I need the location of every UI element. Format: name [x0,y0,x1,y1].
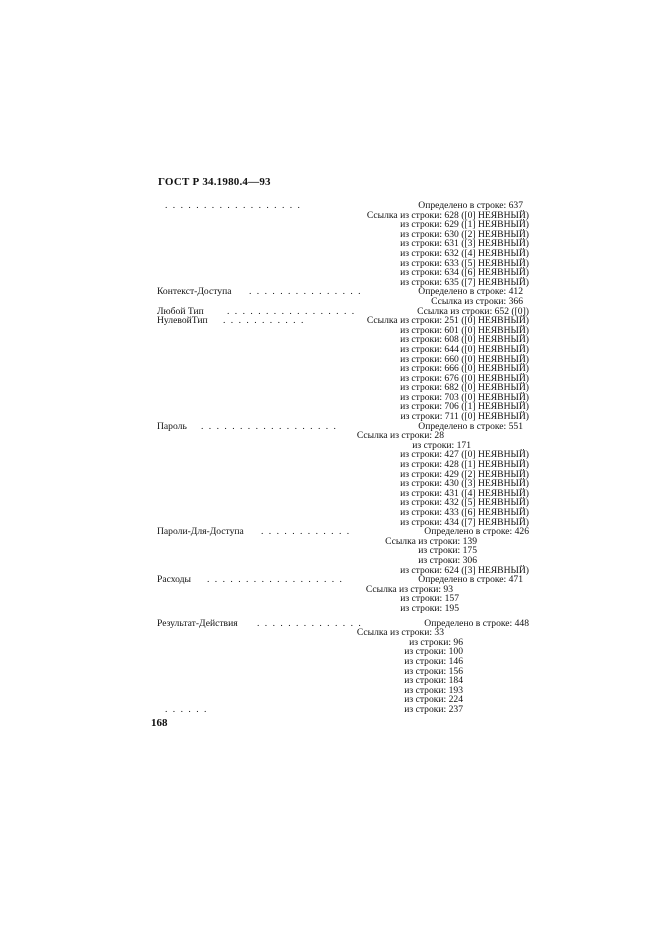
index-entry-password [157,422,529,432]
reference-line: из строки: 175 [418,545,477,557]
index-term: Расходы [157,574,192,586]
reference-line: из строки: 629 ([1] НЕЯВНЫЙ) [400,219,529,231]
index-entry-action-result [157,619,529,629]
reference-line: из строки: 171 [412,439,471,451]
reference-line: из строки: 660 ([0] НЕЯВНЫЙ) [400,353,529,365]
index-term: Любой Тип [157,305,204,317]
definition-line: Определено в строке: 412 [418,286,523,298]
reference-line: из строки: 608 ([0] НЕЯВНЫЙ) [400,334,529,346]
reference-line: из строки: 706 ([1] НЕЯВНЫЙ) [400,401,529,413]
reference-line: из строки: 711 ([0] НЕЯВНЫЙ) [400,411,529,423]
reference-line: Ссылка из строки: 366 [431,295,523,307]
reference-line: из строки: 632 ([4] НЕЯВНЫЙ) [400,247,529,259]
leader-dots: . . . . . . . . . . . . . . . . . . [207,574,344,586]
reference-line: из строки: 433 ([6] НЕЯВНЫЙ) [400,507,529,518]
reference-line: из строки: 703 ([0] НЕЯВНЫЙ) [400,391,529,403]
reference-line: из строки: 306 [418,554,477,566]
reference-line: из строки: 96 [409,636,463,648]
index-term: Пароли-Для-Доступа [157,526,244,538]
reference-line: из строки: 224 [404,694,463,706]
leader-dots: . . . . . . . . . . . . . . . [249,286,363,298]
reference-line: из строки: 193 [404,684,463,696]
leader-dots: . . . . . . . . . . . . . . [257,617,363,629]
reference-line: из строки: 157 [400,593,459,605]
reference-line: из строки: 601 ([0] НЕЯВНЫЙ) [400,324,529,336]
leader-dots: . . . . . . . . . . . . . . . . . [227,305,356,317]
reference-line: из строки: 635 ([7] НЕЯВНЫЙ) [400,276,529,288]
reference-line: из строки: 432 ([5] НЕЯВНЫЙ) [400,497,529,509]
reference-line: из строки: 428 ([1] НЕЯВНЫЙ) [400,459,529,471]
reference-line: из строки: 630 ([2] НЕЯВНЫЙ) [400,228,529,240]
definition-line: Определено в строке: 426 [424,526,529,538]
definition-line: Определено в строке: 471 [418,574,523,586]
reference-line: из строки: 676 ([0] НЕЯВНЫЙ) [400,372,529,384]
reference-line: из строки: 431 ([4] НЕЯВНЫЙ) [400,487,529,499]
leader-dots: . . . . . . . . . . . . . . . . . . [201,420,338,432]
cross-reference-index [157,201,529,714]
leader-dots: . . . . . . . . . . . . . . . . . . [165,200,302,211]
reference-line: Ссылка из строки: 628 ([0] НЕЯВНЫЙ) [366,209,529,221]
leader-dots: . . . . . . [165,703,208,715]
index-term: Пароль [157,420,187,432]
reference-line: из строки: 634 ([6] НЕЯВНЫЙ) [400,267,529,279]
reference-line: Ссылка из строки: 33 [356,627,444,639]
reference-line: из строки: 146 [404,655,463,667]
reference-line: из строки: 644 ([0] НЕЯВНЫЙ) [400,343,529,355]
reference-line: из строки: 430 ([3] НЕЯВНЫЙ) [400,478,529,490]
reference-line: из строки: 631 ([3] НЕЯВНЫЙ) [400,238,529,250]
reference-line: из строки: 427 ([0] НЕЯВНЫЙ) [400,449,529,461]
definition-line: Определено в строке: 637 [418,200,523,211]
document-header: ГОСТ Р 34.1980.4—93 [158,176,271,188]
reference-line: из строки: 195 [400,602,459,614]
definition-line: Определено в строке: 448 [424,617,529,629]
definition-line: Определено в строке: 551 [418,420,523,432]
reference-line: Ссылка из строки: 139 [385,535,477,547]
reference-line: из строки: 156 [404,665,463,677]
reference-line: из строки: 434 ([7] НЕЯВНЫЙ) [400,516,529,528]
reference-line: Ссылка из строки: 652 ([0]) [417,305,529,317]
reference-line: из строки: 682 ([0] НЕЯВНЫЙ) [400,382,529,394]
reference-line: Ссылка из строки: 251 ([0] НЕЯВНЫЙ) [366,315,529,327]
reference-line: из строки: 666 ([0] НЕЯВНЫЙ) [400,363,529,375]
reference-line: из строки: 100 [404,646,463,658]
reference-line: из строки: 429 ([2] НЕЯВНЫЙ) [400,468,529,480]
reference-line: Ссылка из строки: 28 [356,430,444,442]
leader-dots: . . . . . . . . . . . [223,315,305,327]
reference-line: . . . . . . из строки: 237 [165,703,463,715]
index-term: НулевойТип [157,315,208,327]
leader-dots: . . . . . . . . . . . . [261,526,351,538]
reference-line: из строки: 184 [404,675,463,687]
index-term: Контекст-Доступа [157,286,232,298]
page-number: 168 [151,717,168,729]
index-term: Результат-Действия [157,617,238,629]
reference-line: из строки: 624 ([3] НЕЯВНЫЙ) [400,564,529,576]
reference-line: из строки: 633 ([5] НЕЯВНЫЙ) [400,257,529,269]
index-entry-expenses [157,575,529,585]
reference-line: Ссылка из строки: 93 [365,583,453,595]
